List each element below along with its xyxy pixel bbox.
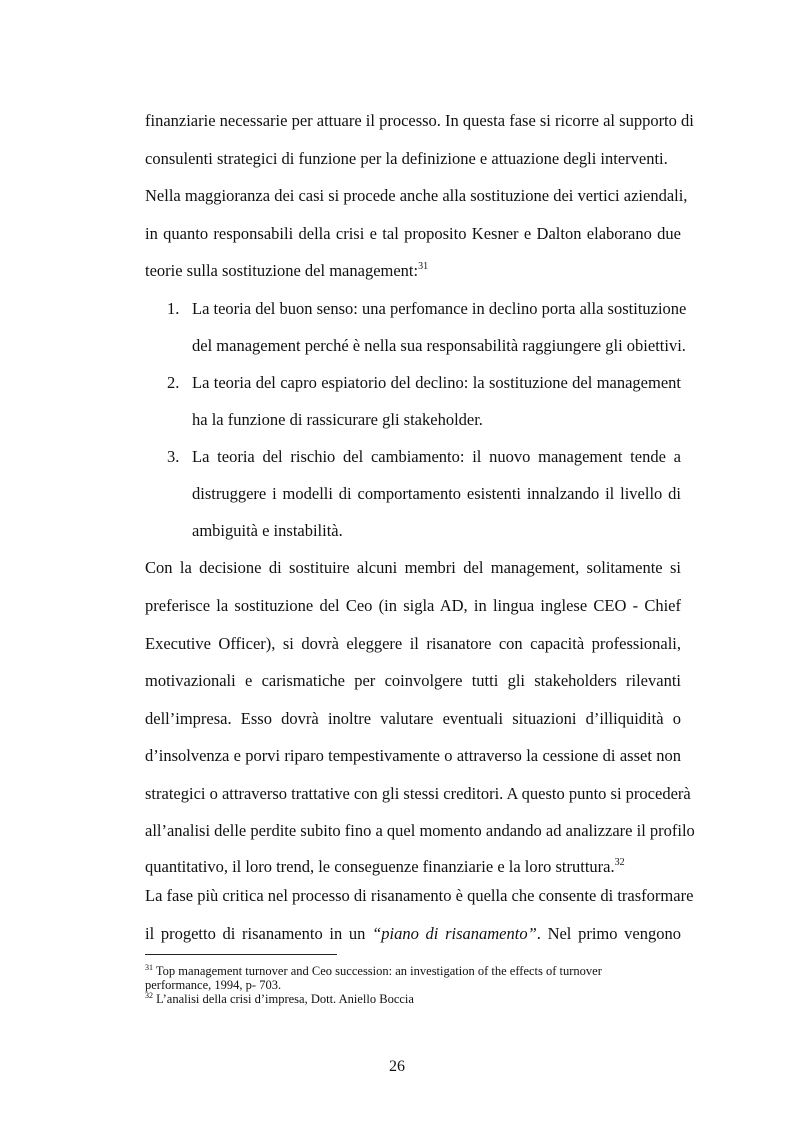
body-line-3: Nella maggioranza dei casi si procede anche alla sostituzione dei vertici aziendali, — [145, 186, 688, 205]
list-item-1-number: 1. — [167, 299, 180, 318]
footnote-31-line-2: performance, 1994, p- 703. — [145, 978, 282, 992]
list-item-3-number: 3. — [167, 447, 180, 466]
list-item-3-line-2: distruggere i modelli di comportamento esistenti innalzando il livello di — [192, 484, 681, 503]
body-line-2: consulenti strategici di funzione per la definizione e attuazione degli interventi. — [145, 149, 668, 168]
body-line-5-text: teorie sulla sostituzione del management: — [145, 261, 419, 280]
body2-line-4: motivazionali e carismatiche per coinvolgere tutti gli stakeholders rilevanti — [145, 671, 681, 690]
footnote-ref-31: 31 — [418, 261, 429, 272]
body2-line-7: strategici o attraverso trattative con gli stessi creditori. A questo punto si procederà — [145, 784, 691, 803]
footnote-31-text-1: Top management turnover and Ceo succession: an investigation of the effects of turnover — [155, 964, 602, 978]
footnote-separator — [145, 954, 337, 955]
list-item-3-line-3: ambiguità e instabilità. — [192, 521, 343, 540]
list-item-3-line-1: La teoria del rischio del cambiamento: il nuovo management tende a — [192, 447, 681, 466]
body2-line-1: Con la decisione di sostituire alcuni membri del management, solitamente si — [145, 558, 681, 577]
body3-line-2-pre: il progetto di risanamento in un — [145, 924, 373, 943]
body-line-4: in quanto responsabili della crisi e tal proposito Kesner e Dalton elaborano due — [145, 224, 681, 243]
list-item-1-line-2: del management perché è nella sua responsabilità raggiungere gli obiettivi. — [192, 336, 686, 355]
body3-line-1: La fase più critica nel processo di risanamento è quella che consente di trasformare — [145, 886, 694, 905]
footnote-ref-32: 32 — [614, 857, 625, 868]
footnote-32-text: L’analisi della crisi d’impresa, Dott. Aniello Boccia — [156, 992, 414, 1006]
list-item-1-line-1: La teoria del buon senso: una perfomance in declino porta alla sostituzione — [192, 299, 687, 318]
footnote-31-line-1 — [145, 964, 685, 978]
body2-line-5: dell’impresa. Esso dovrà inoltre valutare eventuali situazioni d’illiquidità o — [145, 709, 681, 728]
list-item-2-line-1: La teoria del capro espiatorio del declino: la sostituzione del management — [192, 373, 681, 392]
body2-line-9-text: quantitativo, il loro trend, le conseguenze finanziarie e la loro struttura. — [145, 857, 615, 876]
body3-line-2 — [145, 924, 681, 944]
list-item-2-line-2: ha la funzione di rassicurare gli stakeholder. — [192, 410, 483, 429]
footnote-32-number: 32 — [145, 991, 153, 1000]
body2-line-2: preferisce la sostituzione del Ceo (in sigla AD, in lingua inglese CEO - Chief — [145, 596, 681, 615]
page-number: 26 — [389, 1058, 405, 1075]
body-line-1: finanziarie necessarie per attuare il processo. In questa fase si ricorre al supporto di — [145, 111, 694, 130]
footnote-31-number: 31 — [145, 963, 153, 972]
footnote-32 — [145, 992, 685, 1006]
body-line-5 — [145, 261, 681, 281]
body2-line-8: all’analisi delle perdite subito fino a quel momento andando ad analizzare il profilo — [145, 821, 695, 840]
list-item-2-number: 2. — [167, 373, 180, 392]
body3-line-2-italic: “piano di risanamento” — [372, 924, 537, 943]
body2-line-3: Executive Officer), si dovrà eleggere il risanatore con capacità professionali, — [145, 634, 681, 653]
body3-line-2-post: . Nel primo vengono — [536, 924, 681, 943]
body2-line-6: d’insolvenza e porvi riparo tempestivamente o attraverso la cessione di asset non — [145, 746, 681, 765]
body2-line-9 — [145, 857, 681, 877]
